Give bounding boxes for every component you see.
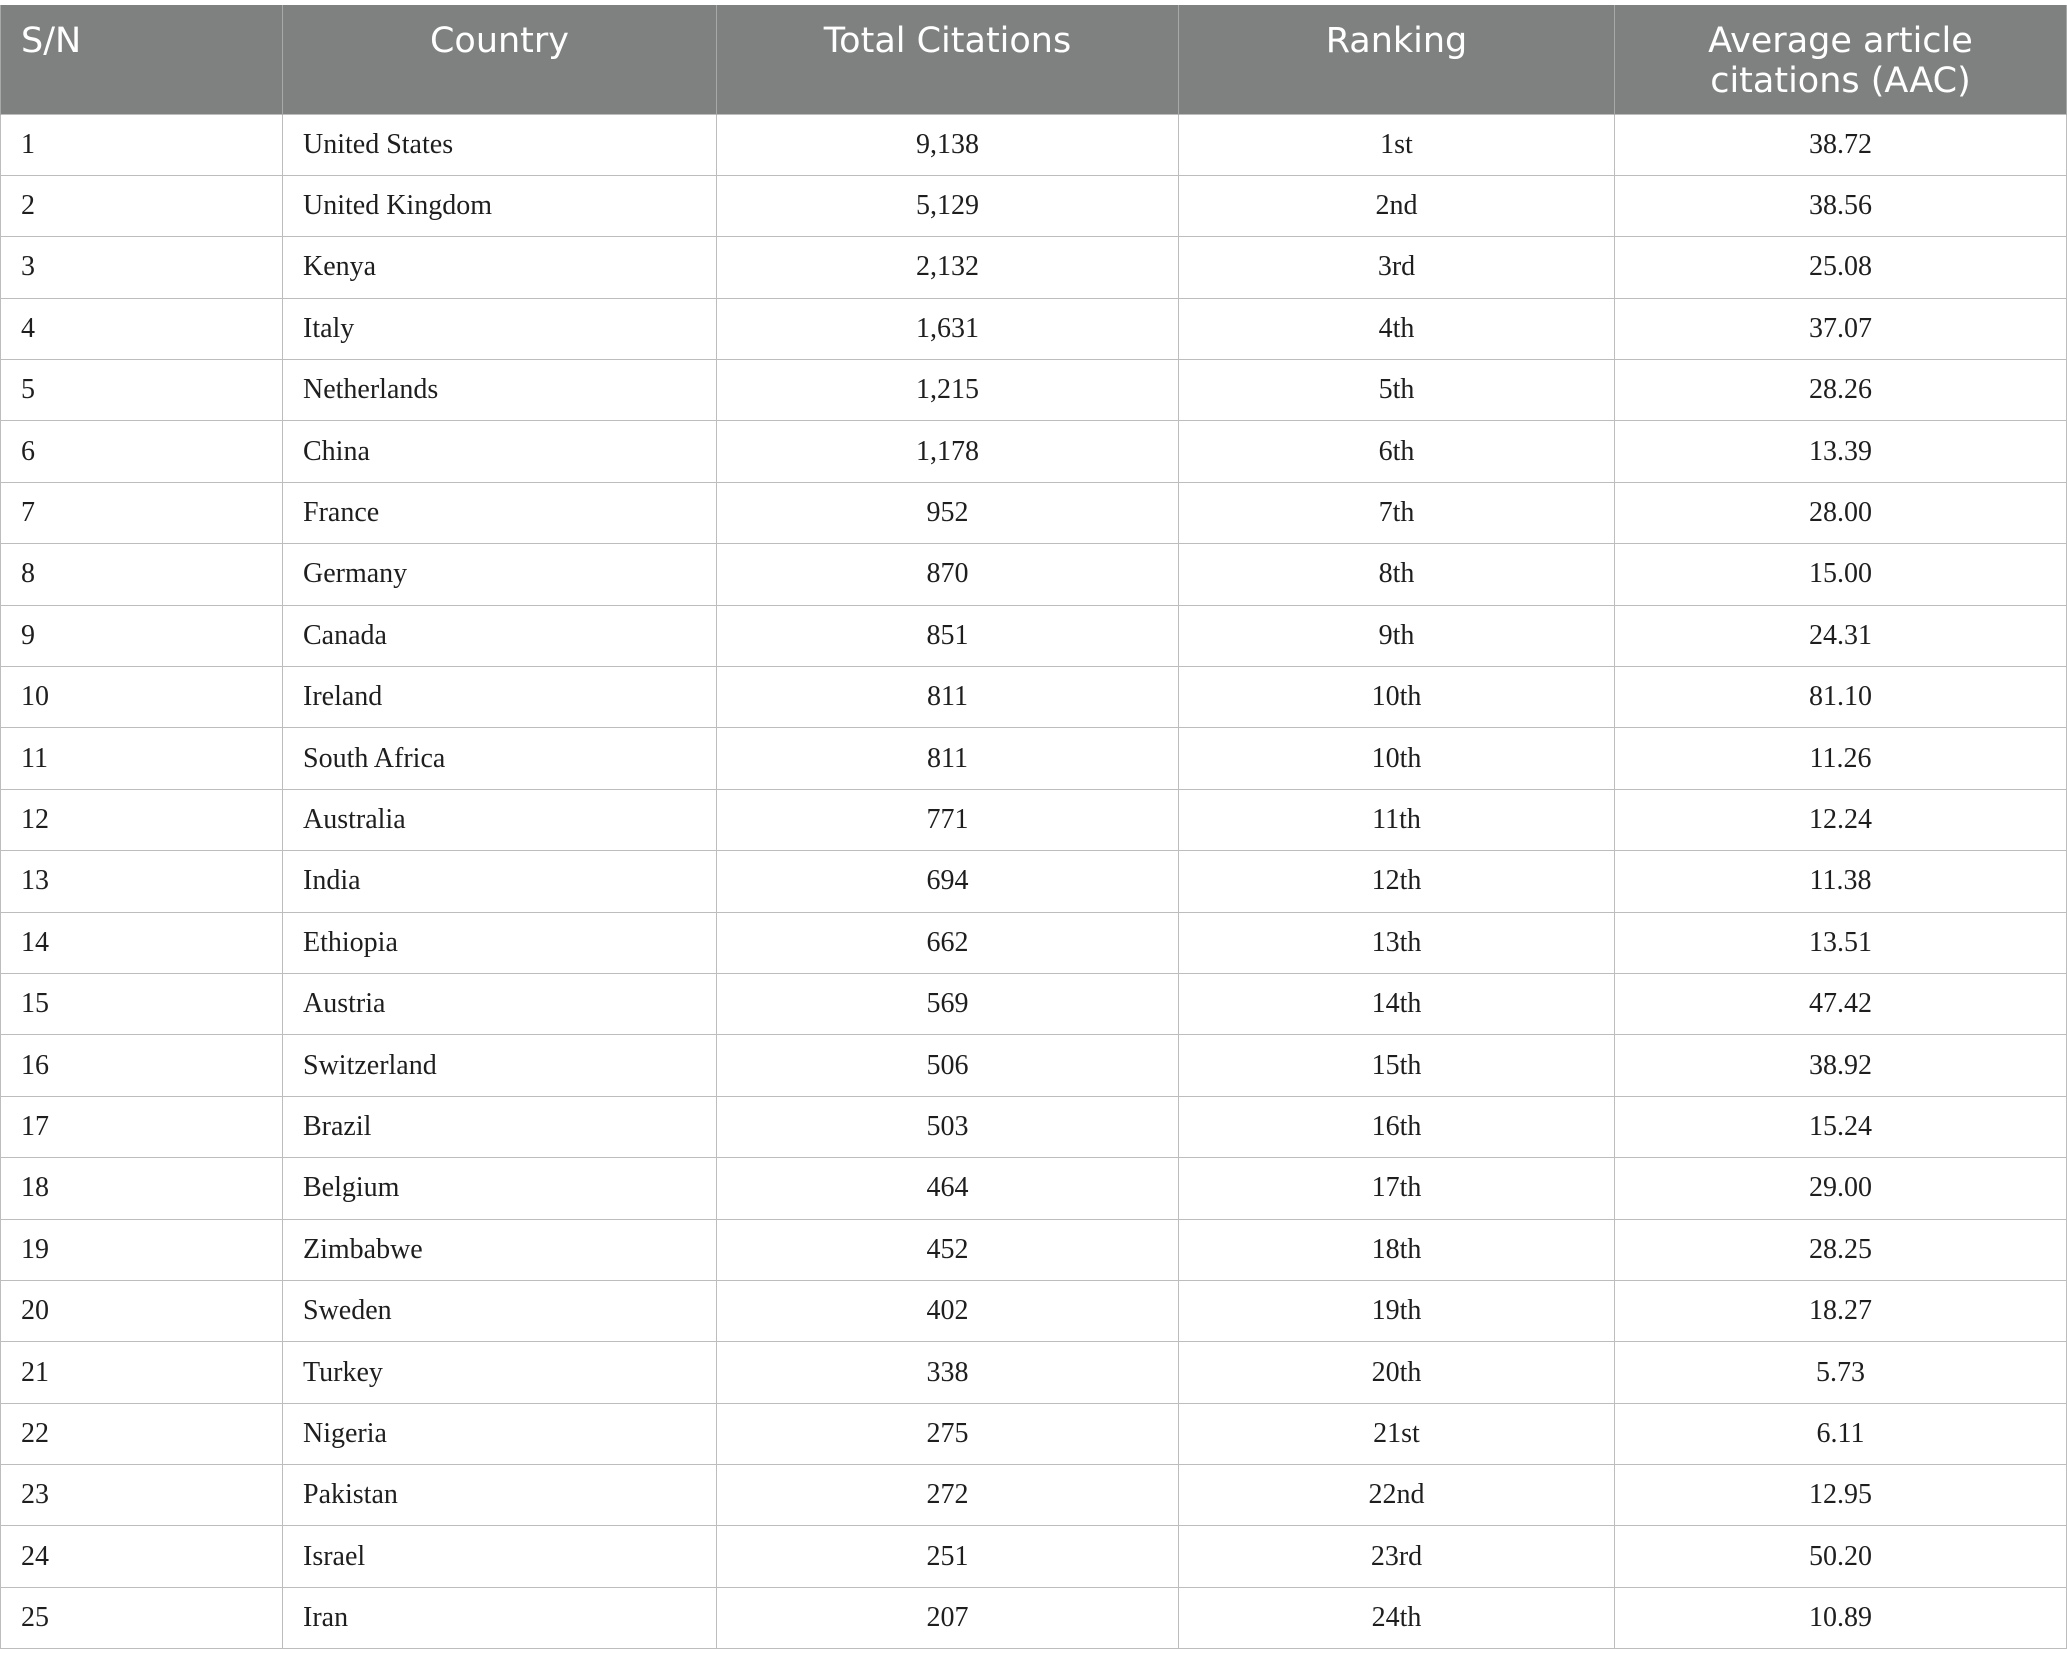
cell-sn: 24	[1, 1526, 283, 1587]
cell-sn: 18	[1, 1158, 283, 1219]
cell-country: France	[283, 482, 717, 543]
cell-total-citations: 275	[717, 1403, 1179, 1464]
cell-total-citations: 694	[717, 851, 1179, 912]
cell-aac: 38.56	[1615, 175, 2067, 236]
cell-sn: 10	[1, 667, 283, 728]
cell-total-citations: 811	[717, 667, 1179, 728]
cell-aac: 25.08	[1615, 237, 2067, 298]
cell-country: India	[283, 851, 717, 912]
cell-country: Iran	[283, 1587, 717, 1648]
table-row	[1, 728, 2067, 789]
cell-sn: 23	[1, 1465, 283, 1526]
cell-sn: 3	[1, 237, 283, 298]
cell-aac: 38.72	[1615, 114, 2067, 175]
cell-ranking: 15th	[1179, 1035, 1615, 1096]
cell-total-citations: 452	[717, 1219, 1179, 1280]
cell-total-citations: 771	[717, 789, 1179, 850]
table-row	[1, 1342, 2067, 1403]
table-header	[1, 5, 2067, 114]
cell-sn: 7	[1, 482, 283, 543]
table-row	[1, 851, 2067, 912]
cell-country: Pakistan	[283, 1465, 717, 1526]
cell-aac: 28.26	[1615, 360, 2067, 421]
cell-sn: 14	[1, 912, 283, 973]
cell-ranking: 4th	[1179, 298, 1615, 359]
header-country: Country	[283, 5, 717, 114]
cell-ranking: 5th	[1179, 360, 1615, 421]
cell-sn: 6	[1, 421, 283, 482]
cell-country: Italy	[283, 298, 717, 359]
cell-ranking: 10th	[1179, 728, 1615, 789]
cell-country: Brazil	[283, 1096, 717, 1157]
cell-sn: 25	[1, 1587, 283, 1648]
cell-aac: 6.11	[1615, 1403, 2067, 1464]
cell-aac: 37.07	[1615, 298, 2067, 359]
cell-ranking: 10th	[1179, 667, 1615, 728]
cell-aac: 13.51	[1615, 912, 2067, 973]
cell-sn: 22	[1, 1403, 283, 1464]
table-row	[1, 667, 2067, 728]
cell-country: China	[283, 421, 717, 482]
cell-country: Australia	[283, 789, 717, 850]
table-row	[1, 973, 2067, 1034]
cell-aac: 11.26	[1615, 728, 2067, 789]
cell-total-citations: 5,129	[717, 175, 1179, 236]
cell-ranking: 9th	[1179, 605, 1615, 666]
cell-country: Ireland	[283, 667, 717, 728]
cell-ranking: 12th	[1179, 851, 1615, 912]
cell-total-citations: 338	[717, 1342, 1179, 1403]
table-row	[1, 544, 2067, 605]
cell-aac: 38.92	[1615, 1035, 2067, 1096]
cell-total-citations: 9,138	[717, 114, 1179, 175]
cell-total-citations: 851	[717, 605, 1179, 666]
cell-sn: 17	[1, 1096, 283, 1157]
table-row	[1, 298, 2067, 359]
cell-total-citations: 1,215	[717, 360, 1179, 421]
cell-sn: 11	[1, 728, 283, 789]
cell-total-citations: 503	[717, 1096, 1179, 1157]
cell-aac: 5.73	[1615, 1342, 2067, 1403]
cell-aac: 28.00	[1615, 482, 2067, 543]
cell-total-citations: 251	[717, 1526, 1179, 1587]
table-body	[1, 114, 2067, 1649]
cell-ranking: 11th	[1179, 789, 1615, 850]
table-row	[1, 1403, 2067, 1464]
cell-total-citations: 662	[717, 912, 1179, 973]
cell-ranking: 23rd	[1179, 1526, 1615, 1587]
cell-total-citations: 272	[717, 1465, 1179, 1526]
cell-sn: 20	[1, 1280, 283, 1341]
cell-country: Austria	[283, 973, 717, 1034]
cell-total-citations: 402	[717, 1280, 1179, 1341]
cell-country: United Kingdom	[283, 175, 717, 236]
cell-ranking: 18th	[1179, 1219, 1615, 1280]
cell-country: Netherlands	[283, 360, 717, 421]
table-row	[1, 912, 2067, 973]
cell-total-citations: 2,132	[717, 237, 1179, 298]
cell-aac: 15.00	[1615, 544, 2067, 605]
cell-ranking: 6th	[1179, 421, 1615, 482]
cell-sn: 15	[1, 973, 283, 1034]
cell-aac: 50.20	[1615, 1526, 2067, 1587]
table-row	[1, 1587, 2067, 1648]
table-row	[1, 237, 2067, 298]
cell-ranking: 3rd	[1179, 237, 1615, 298]
cell-sn: 1	[1, 114, 283, 175]
cell-sn: 19	[1, 1219, 283, 1280]
cell-ranking: 19th	[1179, 1280, 1615, 1341]
table-row	[1, 1035, 2067, 1096]
cell-sn: 8	[1, 544, 283, 605]
header-ranking: Ranking	[1179, 5, 1615, 114]
cell-ranking: 7th	[1179, 482, 1615, 543]
cell-country: Ethiopia	[283, 912, 717, 973]
cell-ranking: 14th	[1179, 973, 1615, 1034]
cell-aac: 12.95	[1615, 1465, 2067, 1526]
table-row	[1, 175, 2067, 236]
table-row	[1, 789, 2067, 850]
table-row	[1, 1526, 2067, 1587]
cell-sn: 12	[1, 789, 283, 850]
table-row	[1, 605, 2067, 666]
cell-ranking: 20th	[1179, 1342, 1615, 1403]
cell-sn: 13	[1, 851, 283, 912]
cell-total-citations: 811	[717, 728, 1179, 789]
cell-country: Zimbabwe	[283, 1219, 717, 1280]
cell-aac: 28.25	[1615, 1219, 2067, 1280]
cell-sn: 21	[1, 1342, 283, 1403]
cell-total-citations: 464	[717, 1158, 1179, 1219]
cell-country: Turkey	[283, 1342, 717, 1403]
cell-sn: 2	[1, 175, 283, 236]
cell-sn: 9	[1, 605, 283, 666]
cell-ranking: 1st	[1179, 114, 1615, 175]
cell-total-citations: 1,631	[717, 298, 1179, 359]
cell-sn: 4	[1, 298, 283, 359]
cell-country: Germany	[283, 544, 717, 605]
cell-ranking: 13th	[1179, 912, 1615, 973]
cell-country: Canada	[283, 605, 717, 666]
cell-country: Belgium	[283, 1158, 717, 1219]
cell-aac: 81.10	[1615, 667, 2067, 728]
cell-aac: 29.00	[1615, 1158, 2067, 1219]
cell-ranking: 17th	[1179, 1158, 1615, 1219]
cell-ranking: 8th	[1179, 544, 1615, 605]
header-total-citations: Total Citations	[717, 5, 1179, 114]
cell-aac: 24.31	[1615, 605, 2067, 666]
cell-country: South Africa	[283, 728, 717, 789]
header-row	[1, 5, 2067, 114]
cell-country: Switzerland	[283, 1035, 717, 1096]
table-row	[1, 1465, 2067, 1526]
cell-total-citations: 870	[717, 544, 1179, 605]
country-citations-table	[0, 5, 2067, 1649]
cell-aac: 18.27	[1615, 1280, 2067, 1341]
cell-ranking: 22nd	[1179, 1465, 1615, 1526]
cell-total-citations: 1,178	[717, 421, 1179, 482]
cell-aac: 12.24	[1615, 789, 2067, 850]
header-sn: S/N	[1, 5, 283, 114]
cell-ranking: 2nd	[1179, 175, 1615, 236]
table-row	[1, 482, 2067, 543]
cell-total-citations: 506	[717, 1035, 1179, 1096]
cell-aac: 47.42	[1615, 973, 2067, 1034]
cell-country: United States	[283, 114, 717, 175]
table-row	[1, 1219, 2067, 1280]
table-row	[1, 360, 2067, 421]
cell-ranking: 16th	[1179, 1096, 1615, 1157]
cell-aac: 11.38	[1615, 851, 2067, 912]
table-row	[1, 421, 2067, 482]
table-row	[1, 114, 2067, 175]
cell-total-citations: 952	[717, 482, 1179, 543]
cell-country: Nigeria	[283, 1403, 717, 1464]
table-row	[1, 1096, 2067, 1157]
cell-aac: 10.89	[1615, 1587, 2067, 1648]
table-row	[1, 1158, 2067, 1219]
cell-sn: 5	[1, 360, 283, 421]
cell-country: Sweden	[283, 1280, 717, 1341]
header-average-article-citations: Average article citations (AAC)	[1615, 5, 2067, 114]
cell-aac: 13.39	[1615, 421, 2067, 482]
cell-country: Kenya	[283, 237, 717, 298]
cell-country: Israel	[283, 1526, 717, 1587]
cell-aac: 15.24	[1615, 1096, 2067, 1157]
citations-table-container	[0, 5, 2066, 1649]
cell-total-citations: 207	[717, 1587, 1179, 1648]
cell-ranking: 24th	[1179, 1587, 1615, 1648]
cell-ranking: 21st	[1179, 1403, 1615, 1464]
table-row	[1, 1280, 2067, 1341]
cell-sn: 16	[1, 1035, 283, 1096]
cell-total-citations: 569	[717, 973, 1179, 1034]
